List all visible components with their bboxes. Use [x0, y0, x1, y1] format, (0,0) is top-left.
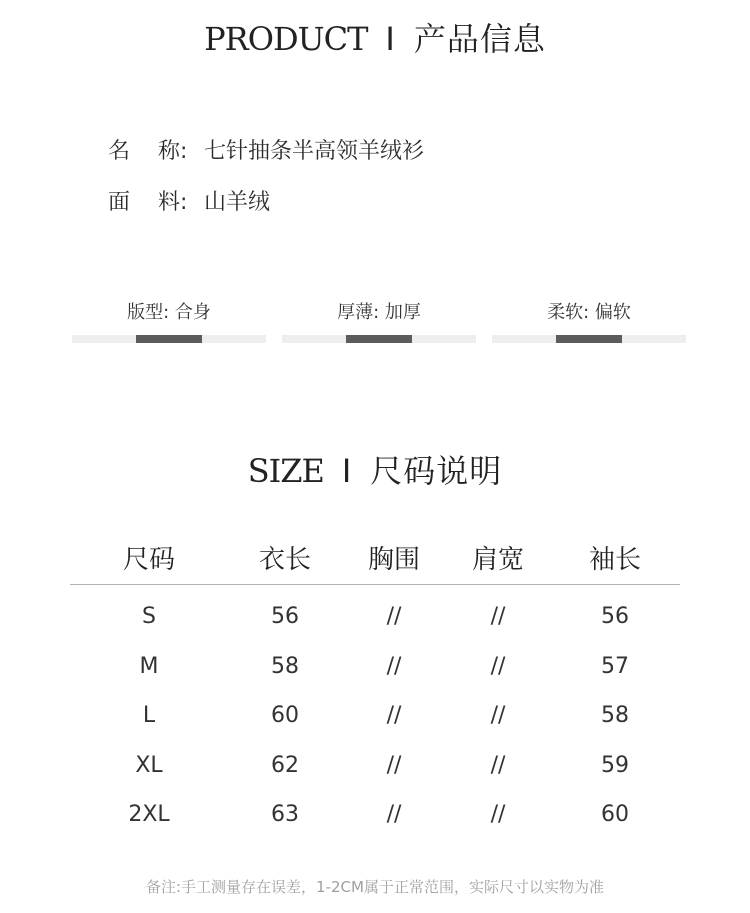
- table-cell: //: [386, 604, 402, 630]
- size-table-header: [70, 530, 680, 585]
- measurement-note: 备注:手工测量存在误差，1-2CM属于正常范围，实际尺寸以实物为准: [146, 878, 604, 896]
- table-cell: 56: [601, 604, 629, 630]
- size-title-cn: 尺码说明: [370, 452, 503, 490]
- attribute-softness: [492, 298, 686, 324]
- attribute-thickness: [282, 298, 476, 324]
- table-cell: 59: [601, 752, 629, 778]
- table-cell: //: [490, 653, 506, 679]
- attribute-label: 厚薄:: [337, 302, 380, 323]
- product-name-value: 七针抽条半高领羊绒衫: [204, 139, 425, 164]
- product-title-en: PRODUCT: [204, 20, 368, 58]
- table-cell: //: [490, 802, 506, 828]
- header-length: 衣长: [258, 544, 311, 575]
- table-cell: 2XL: [128, 802, 170, 828]
- header-shoulder: 肩宽: [471, 544, 524, 575]
- product-title-cn: 产品信息: [413, 20, 546, 58]
- attribute-fit: [72, 298, 266, 324]
- product-fabric-value: 山羊绒: [204, 190, 271, 215]
- attribute-value: 加厚: [384, 302, 421, 323]
- table-cell: //: [490, 703, 506, 729]
- attribute-label: 柔软:: [547, 302, 590, 323]
- table-cell: 62: [271, 752, 299, 778]
- attribute-value: 合身: [174, 302, 211, 323]
- table-row: [70, 790, 680, 840]
- table-cell: //: [386, 752, 402, 778]
- attribute-softness-scale: [492, 335, 686, 343]
- table-cell: XL: [135, 752, 163, 778]
- title-separator: I: [341, 452, 353, 490]
- table-cell: //: [386, 802, 402, 828]
- table-row: [70, 642, 680, 692]
- product-fabric-row: [108, 185, 270, 216]
- size-title-en: SIZE: [247, 452, 324, 490]
- attribute-fit-scale: [72, 335, 266, 343]
- size-table: [70, 530, 680, 840]
- table-cell: S: [142, 604, 156, 630]
- table-row: [70, 741, 680, 791]
- attribute-value: 偏软: [594, 302, 631, 323]
- size-section-title: [0, 446, 750, 492]
- table-cell: M: [139, 653, 159, 679]
- product-name-row: [108, 134, 424, 165]
- table-cell: //: [490, 752, 506, 778]
- table-row: [70, 691, 680, 741]
- table-cell: 56: [271, 604, 299, 630]
- table-cell: 63: [271, 802, 299, 828]
- table-cell: 57: [601, 653, 629, 679]
- table-cell: //: [490, 604, 506, 630]
- table-cell: 60: [601, 802, 629, 828]
- table-cell: 58: [271, 653, 299, 679]
- attribute-label: 版型:: [127, 302, 170, 323]
- title-separator: I: [385, 20, 396, 58]
- table-cell: //: [386, 653, 402, 679]
- product-fabric-label: 面 料:: [108, 190, 188, 215]
- table-cell: 58: [601, 703, 629, 729]
- header-sleeve: 袖长: [588, 544, 641, 575]
- table-row: [70, 585, 680, 642]
- table-cell: 60: [271, 703, 299, 729]
- attribute-thickness-scale: [282, 335, 476, 343]
- table-cell: //: [386, 703, 402, 729]
- product-section-title: [0, 14, 750, 60]
- table-cell: L: [142, 703, 156, 729]
- attribute-softness-indicator: [556, 335, 622, 343]
- attribute-fit-indicator: [136, 335, 202, 343]
- attribute-thickness-indicator: [346, 335, 412, 343]
- product-name-label: 名 称:: [108, 139, 188, 164]
- header-size: 尺码: [122, 544, 175, 575]
- header-chest: 胸围: [367, 544, 420, 575]
